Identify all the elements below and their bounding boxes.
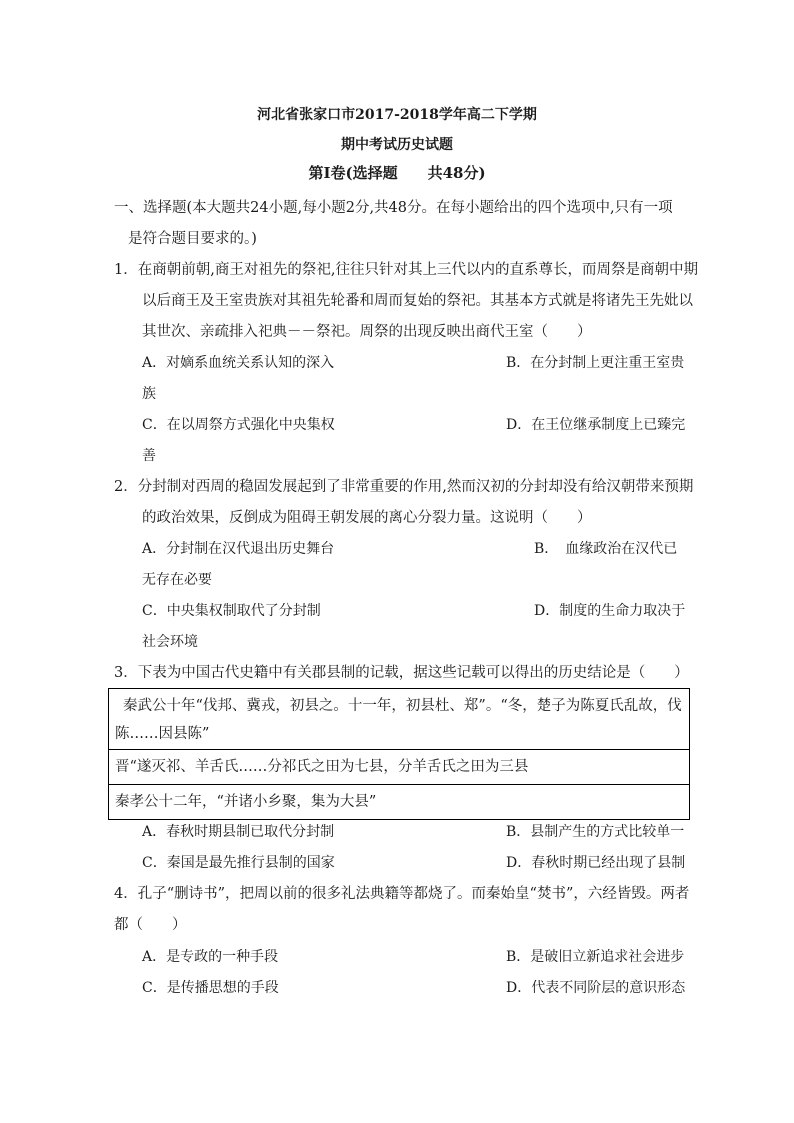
- exam-subtitle: 期中考试历史试题: [341, 137, 453, 153]
- q4-option-c: C．是传播思想的手段: [142, 980, 279, 996]
- table-cell-text: 秦武公十年“伐邦、冀戎，初县之。十一年，初县杜、郑”。“冬，楚子为陈夏氏乱故，伐: [123, 698, 682, 714]
- instructions-line-1: 一、选择题(本大题共24小题,每小题2分,共48分。在每小题给出的四个选项中,只有一项: [114, 200, 673, 216]
- exam-title: 河北省张家口市2017-2018学年高二下学期: [257, 107, 537, 123]
- q3-records-table: [108, 688, 690, 820]
- q2-option-b: B． 血缘政治在汉代已: [534, 541, 678, 557]
- q2-option-b-continued: 无存在必要: [142, 572, 212, 588]
- table-row: [109, 750, 689, 785]
- q2-stem-line-2: 的政治效果，反倒成为阻碍王朝发展的离心分裂力量。这说明（ ）: [142, 510, 592, 526]
- q4-option-d: D．代表不同阶层的意识形态: [506, 980, 686, 996]
- q2-option-a: A．分封制在汉代退出历史舞台: [142, 541, 335, 557]
- q3-option-d: D．春秋时期已经出现了县制: [506, 855, 686, 871]
- table-cell-text: 晋“遂灭祁、羊舌氏……分祁氏之田为七县，分羊舌氏之田为三县: [115, 759, 529, 775]
- table-row: [109, 689, 689, 750]
- q1-option-b: B．在分封制上更注重王室贵: [506, 355, 685, 371]
- q3-option-a: A．春秋时期县制已取代分封制: [142, 824, 335, 840]
- q1-option-b-continued: 族: [142, 386, 156, 402]
- q3-stem-line-1: 3．下表为中国古代史籍中有关郡县制的记载，据这些记载可以得出的历史结论是（ ）: [114, 665, 689, 681]
- instructions-line-2: 是符合题目要求的。): [128, 231, 257, 247]
- q1-stem-line-1: 1．在商朝前朝,商王对祖先的祭祀,往往只针对其上三代以内的直系尊长，而周祭是商朝中期: [114, 262, 698, 278]
- q4-option-a: A．是专政的一种手段: [142, 949, 279, 965]
- q1-stem-line-2: 以后商王及王室贵族对其祖先轮番和周而复始的祭祀。其基本方式就是将诸先王先妣以: [142, 293, 693, 309]
- table-cell-text: 秦孝公十二年，“并诸小乡聚，集为大县”: [115, 794, 377, 810]
- q2-option-d-continued: 社会环境: [142, 634, 198, 650]
- q4-stem-line-2: 都（ ）: [114, 917, 187, 933]
- table-cell-text: 陈……因县陈”: [115, 726, 210, 742]
- q1-option-d: D．在王位继承制度上已臻完: [506, 417, 686, 433]
- q1-option-d-continued: 善: [142, 448, 156, 464]
- q2-option-c: C．中央集权制取代了分封制: [142, 603, 321, 619]
- q4-option-b: B．是破旧立新追求社会进步: [506, 949, 685, 965]
- section-title: 第Ⅰ卷(选择题 共48分): [308, 164, 486, 182]
- q3-option-b: B．县制产生的方式比较单一: [506, 824, 685, 840]
- q1-stem-line-3: 其世次、亲疏排入祀典－－祭祀。周祭的出现反映出商代王室（ ）: [142, 324, 592, 340]
- q3-option-c: C．秦国是最先推行县制的国家: [142, 855, 335, 871]
- table-row: [109, 785, 689, 819]
- q1-option-c: C．在以周祭方式强化中央集权: [142, 417, 335, 433]
- q4-stem-line-1: 4．孔子“删诗书”，把周以前的很多礼法典籍等都烧了。而秦始皇“焚书”，六经皆毁。两者: [114, 886, 690, 902]
- q1-option-a: A．对嫡系血统关系认知的深入: [142, 355, 335, 371]
- q2-option-d: D．制度的生命力取决于: [534, 603, 686, 619]
- q2-stem-line-1: 2．分封制对西周的稳固发展起到了非常重要的作用,然而汉初的分封却没有给汉朝带来预期: [114, 479, 694, 495]
